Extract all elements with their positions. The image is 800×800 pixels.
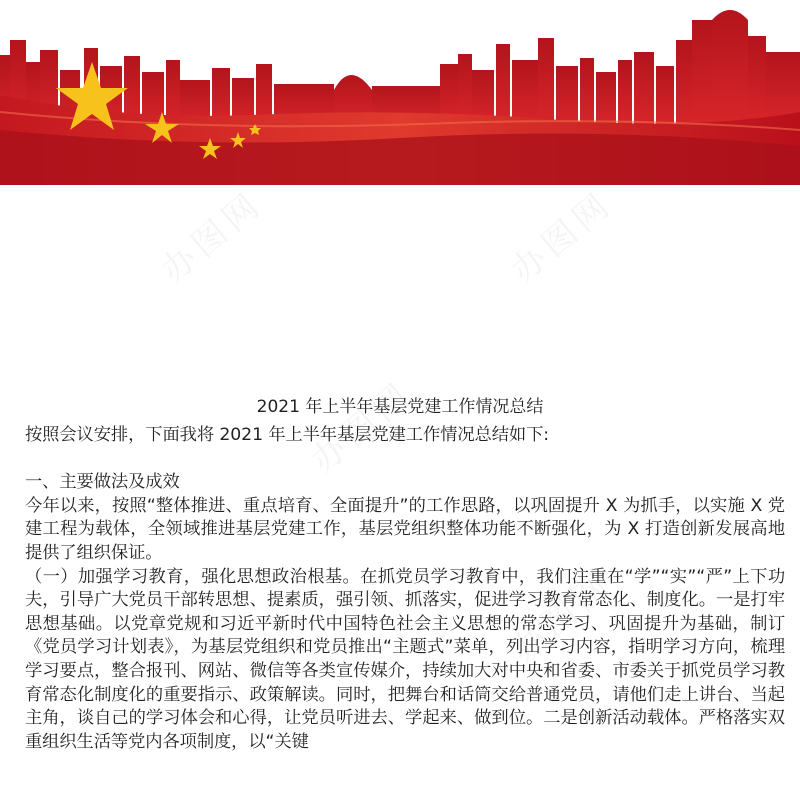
document-title: 2021 年上半年基层党建工作情况总结 <box>256 397 544 417</box>
watermark <box>498 177 621 292</box>
intro-paragraph: 按照会议安排，下面我将 2021 年上半年基层党建工作情况总结如下: <box>25 425 549 445</box>
blank-line <box>25 448 785 472</box>
document-body <box>25 424 785 754</box>
city-skyline <box>0 10 800 125</box>
body-paragraph: （一）加强学习教育，强化思想政治根基。在抓党员学习教育中，我们注重在“学”“实”“严”上下功夫，引导广大党员干部转思想、提素质，强引领、抓落实，促进学习教育常态化、制度化。一是打牢思想基础。以党章党规和习近平新时代中国特色社会主义思想的常态学习、巩固提升为基础，制订《党员学习计划表》，为基层党组织和党员推出“主题式”菜单，列出学习内容，指明学习方向，梳理学习要点，整合报刊、网站、微信等各类宣传媒介，持续加大对中央和省委、市委关于抓党员学习教育常态化制度化的重要指示、政策解读。同时，把舞台和话筒交给普通党员，请他们走上讲台、当起主角，谈自己的学习体会和心得，让党员听进去、学起来、做到位。二是创新活动载体。严格落实双重组织生活等党内各项制度，以“关键 <box>25 566 785 752</box>
body-paragraph: 今年以来，按照“整体推进、重点培育、全面提升”的工作思路，以巩固提升 X 为抓手，以实施 X 党建工程为载体，全领域推进基层党建工作，基层党组织整体功能不断强化，为 X 打造创新发展高地提供了组织保证。 <box>25 495 785 563</box>
watermark <box>148 177 271 292</box>
section-heading: 一、主要做法及成效 <box>25 472 180 493</box>
red-skyline-banner <box>0 0 800 185</box>
